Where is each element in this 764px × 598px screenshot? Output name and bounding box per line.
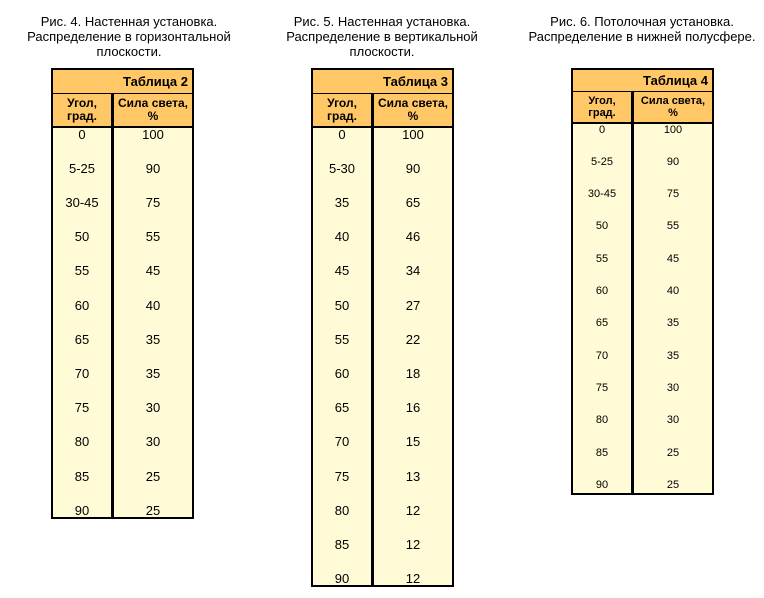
caption-line: Распределение в горизонтальной [27, 29, 231, 44]
angle-cell: 65 [595, 317, 609, 330]
angle-cell: 30-45 [587, 188, 617, 201]
header-line: % [407, 109, 419, 123]
angle-cell: 40 [334, 229, 350, 245]
intensity-cell: 75 [666, 188, 680, 201]
table-title: Таблица 2 [53, 70, 192, 94]
intensity-cell: 25 [666, 478, 680, 491]
intensity-cell: 30 [145, 400, 161, 416]
header-line: % [668, 107, 678, 119]
intensity-cell: 46 [405, 229, 421, 245]
angle-cell: 75 [595, 381, 609, 394]
caption-line: Рис. 6. Потолочная установка. [550, 14, 734, 29]
header-line: % [147, 109, 159, 123]
intensity-cell: 35 [145, 365, 161, 381]
figure-caption [492, 14, 764, 44]
angle-column-header [53, 94, 111, 126]
intensity-cell: 18 [405, 365, 421, 381]
angle-cell: 70 [334, 434, 350, 450]
column-headers [573, 92, 712, 124]
header-line: Сила света, [378, 96, 448, 110]
column-headers [313, 94, 452, 128]
angle-cell: 50 [74, 229, 90, 245]
intensity-cell: 30 [145, 434, 161, 450]
intensity-cell: 30 [666, 414, 680, 427]
angle-cell: 60 [74, 297, 90, 313]
angle-cell: 75 [334, 468, 350, 484]
angle-cell: 45 [334, 263, 350, 279]
intensity-cell: 35 [145, 331, 161, 347]
data-table [51, 68, 194, 519]
angle-cell: 80 [334, 502, 350, 518]
intensity-cell: 30 [666, 381, 680, 394]
angle-cell: 55 [595, 252, 609, 265]
angle-cell: 0 [78, 126, 86, 142]
table-title: Таблица 3 [313, 70, 452, 94]
angle-cell: 35 [334, 194, 350, 210]
caption-line: плоскости. [349, 44, 415, 59]
caption-line: Рис. 4. Настенная установка. [40, 14, 218, 29]
angle-cell: 85 [595, 446, 609, 459]
angle-cell: 80 [595, 414, 609, 427]
angle-cell: 90 [334, 571, 350, 587]
intensity-cell: 100 [402, 126, 424, 142]
angle-cell: 55 [74, 263, 90, 279]
caption-line: плоскости. [96, 44, 162, 59]
angle-cell: 70 [74, 365, 90, 381]
intensity-cell: 25 [666, 446, 680, 459]
intensity-cell: 40 [666, 285, 680, 297]
intensity-cell: 12 [405, 571, 421, 587]
figure-caption [232, 14, 532, 59]
header-line: град. [67, 109, 97, 123]
header-line: Сила света, [118, 96, 188, 110]
angle-cell: 30-45 [65, 194, 99, 210]
intensity-cell: 65 [405, 194, 421, 210]
header-line: Угол, [327, 96, 357, 110]
intensity-cell: 45 [666, 252, 680, 265]
table-title: Таблица 4 [573, 70, 712, 92]
intensity-cell: 22 [405, 331, 421, 347]
angle-cell: 5-25 [68, 160, 96, 176]
intensity-cell: 75 [145, 194, 161, 210]
header-line: Сила света, [640, 95, 706, 107]
header-line: град. [588, 107, 616, 119]
data-table [571, 68, 714, 495]
intensity-cell: 40 [145, 297, 161, 313]
angle-cell: 60 [334, 365, 350, 381]
intensity-cell: 90 [145, 160, 161, 176]
angle-cell: 75 [74, 400, 90, 416]
intensity-cell: 25 [145, 468, 161, 484]
intensity-cell: 12 [405, 536, 421, 552]
column-headers [53, 94, 192, 128]
intensity-column-header [634, 92, 712, 122]
intensity-cell: 55 [666, 220, 680, 233]
intensity-cell: 12 [405, 502, 421, 518]
intensity-cell: 16 [405, 400, 421, 416]
intensity-cell: 15 [405, 434, 421, 450]
angle-cell: 80 [74, 434, 90, 450]
caption-line: Распределение в вертикальной [286, 29, 478, 44]
angle-cell: 65 [74, 331, 90, 347]
angle-cell: 50 [334, 297, 350, 313]
intensity-cell: 25 [145, 502, 161, 518]
angle-cell: 85 [334, 536, 350, 552]
angle-cell: 90 [74, 502, 90, 518]
data-table [311, 68, 454, 587]
caption-line: Рис. 5. Настенная установка. [293, 14, 471, 29]
angle-cell: 90 [595, 478, 609, 491]
header-line: град. [327, 109, 357, 123]
caption-line: Распределение в нижней полусфере. [528, 29, 756, 44]
intensity-cell: 90 [405, 160, 421, 176]
intensity-cell: 13 [405, 468, 421, 484]
intensity-column-header [374, 94, 452, 126]
angle-cell: 50 [595, 220, 609, 233]
angle-cell: 65 [334, 400, 350, 416]
header-line: Угол, [67, 96, 97, 110]
angle-cell: 0 [338, 126, 346, 142]
intensity-cell: 35 [666, 317, 680, 330]
angle-cell: 60 [595, 285, 609, 297]
angle-cell: 85 [74, 468, 90, 484]
intensity-cell: 55 [145, 229, 161, 245]
angle-cell: 70 [595, 349, 609, 362]
intensity-cell: 100 [663, 123, 683, 136]
intensity-cell: 100 [142, 126, 164, 142]
angle-cell: 0 [598, 123, 606, 136]
intensity-cell: 27 [405, 297, 421, 313]
angle-column-header [573, 92, 631, 122]
intensity-cell: 35 [666, 349, 680, 362]
intensity-cell: 90 [666, 155, 680, 168]
angle-cell: 5-25 [590, 155, 614, 168]
intensity-column-header [114, 94, 192, 126]
angle-column-header [313, 94, 371, 126]
angle-cell: 5-30 [328, 160, 356, 176]
angle-cell: 55 [334, 331, 350, 347]
intensity-cell: 34 [405, 263, 421, 279]
header-line: Угол, [588, 95, 616, 107]
intensity-cell: 45 [145, 263, 161, 279]
